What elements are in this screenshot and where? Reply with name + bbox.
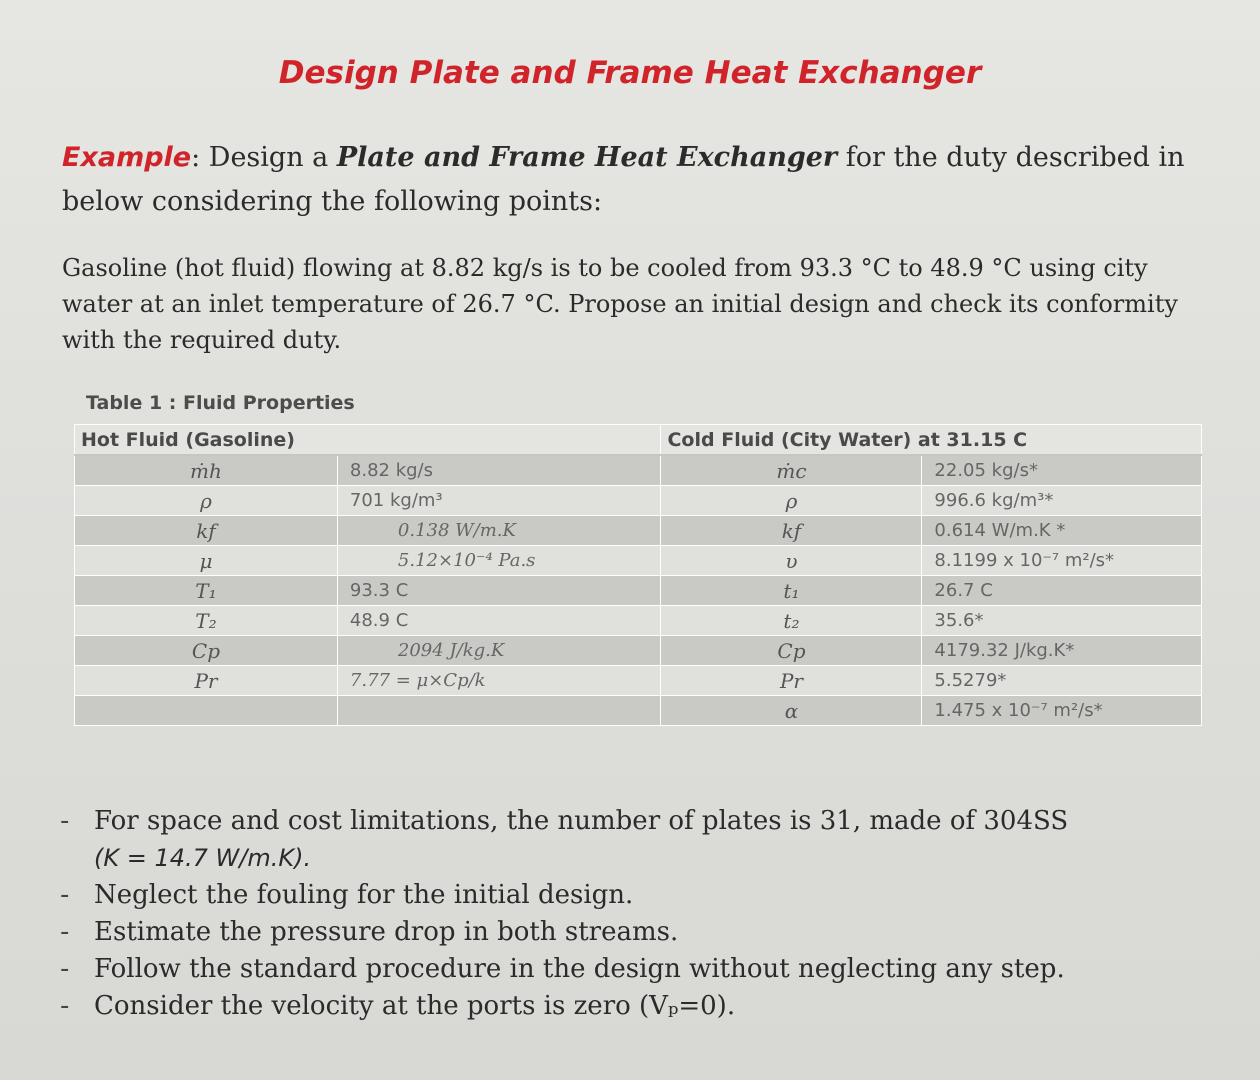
cold-symbol-cell: υ bbox=[661, 546, 922, 576]
example-text-after: for the duty described in below considering the following points: bbox=[62, 142, 1185, 217]
cold-value-cell: 26.7 C bbox=[922, 576, 1202, 606]
hot-value-cell: 7.77 = μ×Cp/k bbox=[337, 666, 661, 696]
cold-symbol-cell: ṁc bbox=[661, 455, 922, 486]
example-statement bbox=[62, 136, 1212, 224]
fluid-properties-table bbox=[74, 424, 1202, 726]
bullet-marker: - bbox=[60, 880, 70, 910]
cold-symbol-cell: ρ bbox=[661, 486, 922, 516]
problem-statement: Gasoline (hot fluid) flowing at 8.82 kg/s is to be cooled from 93.3 °C to 48.9 °C using city water at an inlet temperature of 26.7 °C. Propose an initial design and check its conformity with the required duty. bbox=[62, 254, 1178, 354]
table-row bbox=[75, 486, 1202, 516]
table-row bbox=[75, 576, 1202, 606]
hot-symbol-cell: Pr bbox=[75, 666, 338, 696]
hot-symbol-cell: kf bbox=[75, 516, 338, 546]
cold-value-cell: 35.6* bbox=[922, 606, 1202, 636]
table-row bbox=[75, 666, 1202, 696]
cold-fluid-header: Cold Fluid (City Water) at 31.15 C bbox=[661, 425, 1202, 456]
bullet-marker: - bbox=[60, 991, 70, 1021]
table-row bbox=[75, 636, 1202, 666]
hot-fluid-header: Hot Fluid (Gasoline) bbox=[75, 425, 661, 456]
cold-symbol-cell: kf bbox=[661, 516, 922, 546]
cold-symbol-cell: α bbox=[661, 696, 922, 726]
hot-symbol-cell bbox=[75, 696, 338, 726]
bullet-text: Estimate the pressure drop in both streams. bbox=[94, 917, 679, 947]
table-row bbox=[75, 606, 1202, 636]
cold-value-cell: 22.05 kg/s* bbox=[922, 455, 1202, 486]
bullet-text: Neglect the fouling for the initial design. bbox=[94, 880, 634, 910]
hot-symbol-cell: ρ bbox=[75, 486, 338, 516]
hot-value-cell: 8.82 kg/s bbox=[337, 455, 661, 486]
list-item bbox=[60, 803, 1220, 877]
hot-value-cell: 2094 J/kg.K bbox=[337, 636, 661, 666]
table-row bbox=[75, 546, 1202, 576]
bullet-text: Consider the velocity at the ports is zero (Vₚ=0). bbox=[94, 991, 736, 1021]
cold-value-cell: 0.614 W/m.K * bbox=[922, 516, 1202, 546]
cold-symbol-cell: Pr bbox=[661, 666, 922, 696]
hot-symbol-cell: Cp bbox=[75, 636, 338, 666]
bullet-text: For space and cost limitations, the number of plates is 31, made of 304SS bbox=[94, 806, 1069, 836]
cold-value-cell: 4179.32 J/kg.K* bbox=[922, 636, 1202, 666]
cold-symbol-cell: t₂ bbox=[661, 606, 922, 636]
example-text-before: Design a bbox=[208, 142, 337, 173]
bullet-marker: - bbox=[60, 806, 70, 836]
list-item bbox=[60, 988, 1220, 1025]
example-label: Example bbox=[62, 142, 192, 173]
table-row bbox=[75, 455, 1202, 486]
cold-value-cell: 1.475 x 10⁻⁷ m²/s* bbox=[922, 696, 1202, 726]
hot-symbol-cell: T₁ bbox=[75, 576, 338, 606]
requirements-list bbox=[60, 803, 1220, 1025]
page-title: Design Plate and Frame Heat Exchanger bbox=[278, 55, 982, 91]
bullet-subtext: (K = 14.7 W/m.K). bbox=[94, 844, 312, 872]
cold-value-cell: 8.1199 x 10⁻⁷ m²/s* bbox=[922, 546, 1202, 576]
hot-value-cell bbox=[337, 696, 661, 726]
table-caption: Table 1 : Fluid Properties bbox=[86, 392, 355, 414]
bullet-marker: - bbox=[60, 917, 70, 947]
hot-symbol-cell: T₂ bbox=[75, 606, 338, 636]
hot-value-cell: 0.138 W/m.K bbox=[337, 516, 661, 546]
list-item bbox=[60, 877, 1220, 914]
bullet-text: Follow the standard procedure in the design without neglecting any step. bbox=[94, 954, 1065, 984]
table-header-row bbox=[75, 425, 1202, 456]
hot-value-cell: 701 kg/m³ bbox=[337, 486, 661, 516]
hot-symbol-cell: ṁh bbox=[75, 455, 338, 486]
bullet-marker: - bbox=[60, 954, 70, 984]
cold-symbol-cell: Cp bbox=[661, 636, 922, 666]
list-item bbox=[60, 951, 1220, 988]
cold-symbol-cell: t₁ bbox=[661, 576, 922, 606]
hot-value-cell: 93.3 C bbox=[337, 576, 661, 606]
table-row bbox=[75, 516, 1202, 546]
hot-value-cell: 48.9 C bbox=[337, 606, 661, 636]
cold-value-cell: 5.5279* bbox=[922, 666, 1202, 696]
example-bold-term: Plate and Frame Heat Exchanger bbox=[336, 142, 838, 173]
list-item bbox=[60, 914, 1220, 951]
hot-symbol-cell: μ bbox=[75, 546, 338, 576]
table-row bbox=[75, 696, 1202, 726]
example-colon: : bbox=[191, 142, 209, 173]
cold-value-cell: 996.6 kg/m³* bbox=[922, 486, 1202, 516]
hot-value-cell: 5.12×10⁻⁴ Pa.s bbox=[337, 546, 661, 576]
